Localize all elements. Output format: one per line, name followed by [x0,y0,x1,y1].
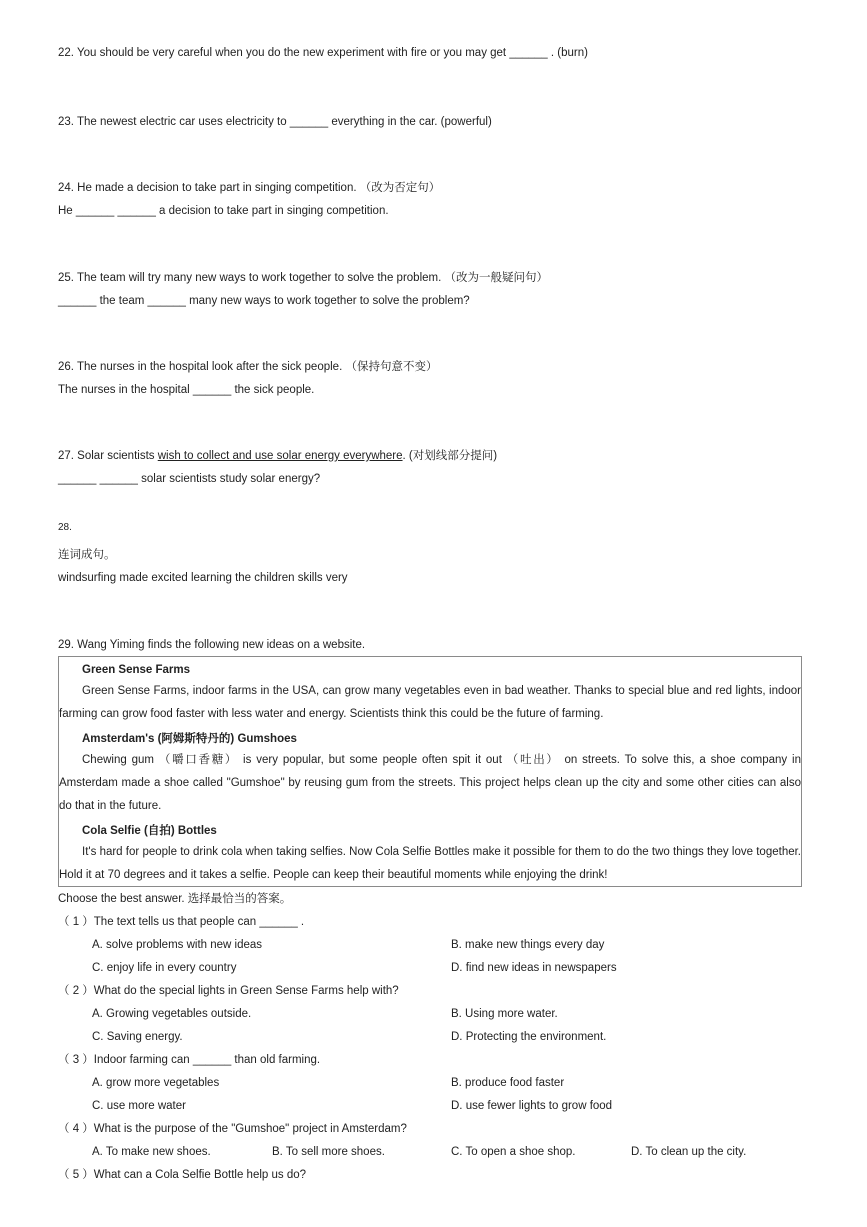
mcq-1-stem: （ 1 ）The text tells us that people can ______ . [58,916,305,928]
question-24-answer-line: He ______ ______ a decision to take part in singing competition. [58,205,389,217]
question-27-pre: 27. Solar scientists [58,450,158,462]
question-27-post: . (对划线部分提问) [402,450,498,462]
mcq-1-option-a[interactable]: A. solve problems with new ideas [92,939,263,951]
question-23: 23. The newest electric car uses electricity to ______ everything in the car. (powerful) [58,116,492,128]
passage-title-cola-selfie: Cola Selfie (自拍) Bottles [82,825,217,837]
mcq-4-option-b[interactable]: B. To sell more shoes. [272,1146,385,1158]
mcq-3-option-d[interactable]: D. use fewer lights to grow food [451,1100,613,1112]
mcq-2-option-b[interactable]: B. Using more water. [451,1008,558,1020]
mcq-2-option-a[interactable]: A. Growing vegetables outside. [92,1008,252,1020]
passage-paragraph-1: Green Sense Farms, indoor farms in the USA, can grow many vegetables even in bad weather. Thanks to special blue and red lights, indoor farming can grow food faster with less water and energy. Scientists think this could be the future of farming. [59,685,801,720]
passage-paragraph-2: Chewing gum （嚼口香糖） is very popular, but some people often spit it out （吐出） on streets. To solve this, a shoe company in Amsterdam made a shoe called "Gumshoe" by reusing gum from the streets. This project helps clean up the city and some other cities can also do that in the future. [59,754,801,812]
question-26-answer-line: The nurses in the hospital ______ the sick people. [58,384,315,396]
mcq-3-option-a[interactable]: A. grow more vegetables [92,1077,220,1089]
mcq-5-stem: （ 5 ）What can a Cola Selfie Bottle help us do? [58,1169,307,1181]
question-24-prompt: 24. He made a decision to take part in singing competition. （改为否定句） [58,182,441,194]
question-28-words: windsurfing made excited learning the children skills very [58,572,348,584]
mcq-3-stem: （ 3 ）Indoor farming can ______ than old farming. [58,1054,321,1066]
question-27-answer-line: ______ ______ solar scientists study solar energy? [58,473,321,485]
question-27-prompt [58,448,497,464]
question-25-answer-line: ______ the team ______ many new ways to work together to solve the problem? [58,295,470,307]
directions: Choose the best answer. 选择最恰当的答案。 [58,893,292,905]
mcq-4-option-d[interactable]: D. To clean up the city. [631,1146,747,1158]
question-27-underlined: wish to collect and use solar energy everywhere [157,450,403,462]
mcq-4-option-a[interactable]: A. To make new shoes. [92,1146,211,1158]
question-28-instruction: 连词成句。 [58,549,116,561]
question-29-intro: 29. Wang Yiming finds the following new ideas on a website. [58,639,366,651]
question-25-prompt: 25. The team will try many new ways to work together to solve the problem. （改为一般疑问句） [58,272,548,284]
reading-passage-box [58,656,802,887]
mcq-1-option-b[interactable]: B. make new things every day [451,939,605,951]
mcq-2-option-d[interactable]: D. Protecting the environment. [451,1031,607,1043]
mcq-1-option-d[interactable]: D. find new ideas in newspapers [451,962,617,974]
mcq-3-option-c[interactable]: C. use more water [92,1100,186,1112]
question-22: 22. You should be very careful when you do the new experiment with fire or you may get ______ . (burn) [58,47,588,59]
question-28-number: 28. [58,522,72,533]
question-26-prompt: 26. The nurses in the hospital look after the sick people. （保持句意不变） [58,361,438,373]
mcq-2-stem: （ 2 ）What do the special lights in Green Sense Farms help with? [58,985,399,997]
mcq-2-option-c[interactable]: C. Saving energy. [92,1031,183,1043]
mcq-3-option-b[interactable]: B. produce food faster [451,1077,565,1089]
mcq-1-option-c[interactable]: C. enjoy life in every country [92,962,237,974]
mcq-4-stem: （ 4 ）What is the purpose of the "Gumshoe" project in Amsterdam? [58,1123,407,1135]
passage-paragraph-3: It's hard for people to drink cola when taking selfies. Now Cola Selfie Bottles make it possible for them to do the two things they love together. Hold it at 70 degrees and it takes a selfie. People can keep their beautiful moments while enjoying the drink! [59,846,801,881]
passage-title-gumshoes: Amsterdam's (阿姆斯特丹的) Gumshoes [82,733,297,745]
mcq-4-option-c[interactable]: C. To open a shoe shop. [451,1146,576,1158]
passage-title-green-sense-farms: Green Sense Farms [82,664,191,676]
